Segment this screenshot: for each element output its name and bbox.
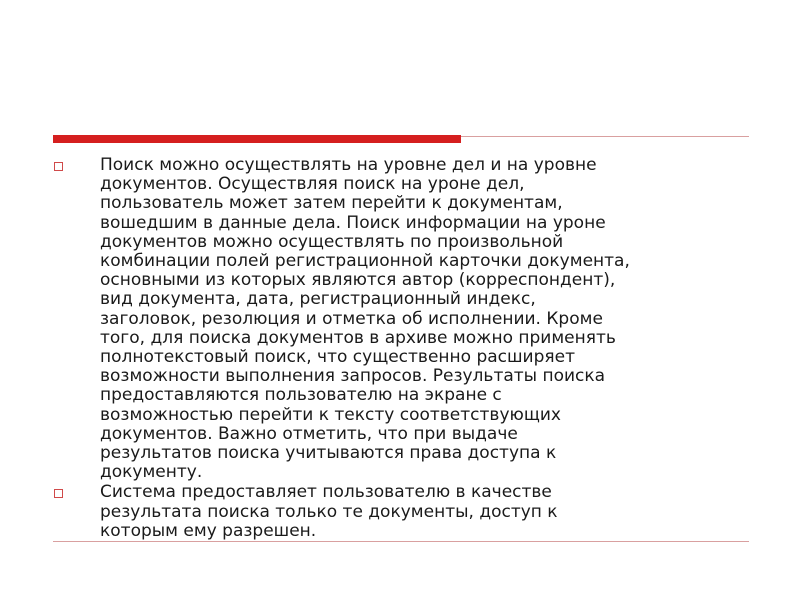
- text-line: комбинации полей регистрационной карточки документа,: [100, 251, 630, 272]
- text-line: документов. Осуществляя поиск на уроне дел,: [100, 174, 525, 195]
- text-line: полнотекстовый поиск, что существенно расширяет: [100, 347, 575, 368]
- text-line: предоставляются пользователю на экране с: [100, 385, 502, 406]
- text-line: документов можно осуществлять по произвольной: [100, 231, 564, 252]
- square-bullet-icon: [54, 162, 63, 171]
- bullet-item: [54, 483, 744, 541]
- text-line: основными из которых являются автор (корреспондент),: [100, 270, 616, 291]
- text-line: результатов поиска учитываются права доступа к: [100, 443, 557, 464]
- text-line: пользователь может затем перейти к документам,: [100, 193, 563, 214]
- text-line: Поиск можно осуществлять на уровне дел и на уровне: [100, 155, 597, 175]
- text-line: которым ему разрешен.: [100, 520, 317, 541]
- text-line: Система предоставляет пользователю в качестве: [100, 482, 552, 503]
- bullet-text: [100, 483, 744, 541]
- bullet-list: [54, 156, 744, 542]
- text-line: вошедшим в данные дела. Поиск информации на уроне: [100, 212, 606, 233]
- bottom-divider: [53, 541, 749, 542]
- bullet-text: [100, 156, 744, 482]
- accent-bar: [53, 135, 461, 143]
- text-line: возможностью перейти к тексту соответствующих: [100, 404, 561, 425]
- text-line: вид документа, дата, регистрационный индекс,: [100, 289, 536, 310]
- bullet-item: [54, 156, 744, 482]
- text-line: документов. Важно отметить, что при выдаче: [100, 423, 518, 444]
- text-line: возможности выполнения запросов. Результаты поиска: [100, 366, 606, 387]
- square-bullet-icon: [54, 489, 63, 498]
- text-line: документу.: [100, 462, 203, 483]
- text-line: того, для поиска документов в архиве можно применять: [100, 327, 616, 348]
- text-line: заголовок, резолюция и отметка об исполнении. Кроме: [100, 308, 603, 329]
- text-line: результата поиска только те документы, доступ к: [100, 501, 558, 522]
